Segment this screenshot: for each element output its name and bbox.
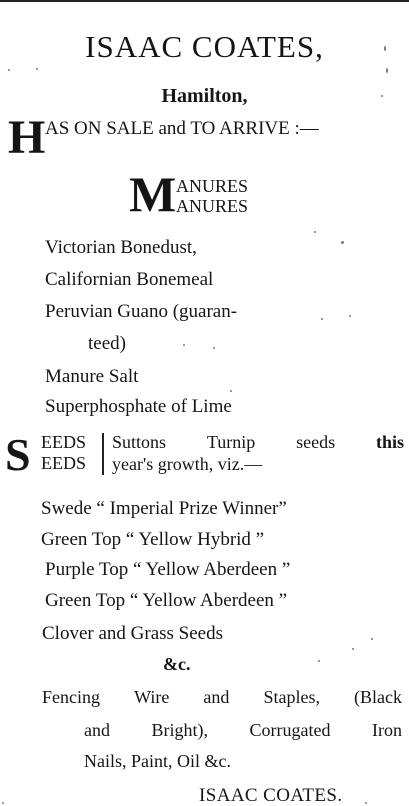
fencing-word: Iron <box>371 720 402 740</box>
fencing-line-2 <box>84 721 402 739</box>
seeds-heading-line-2: EEDS <box>41 453 86 473</box>
signature: ISAAC COATES. <box>199 785 343 806</box>
print-speck <box>318 660 320 662</box>
seeds-intro-line-1 <box>112 433 404 451</box>
seeds-intro-word: this <box>375 432 404 452</box>
seed-item-etc: &c. <box>163 654 191 674</box>
fencing-word: Staples, <box>263 687 320 707</box>
seeds-heading-line-1: EEDS <box>41 432 86 452</box>
seed-item: Purple Top “ Yellow Aberdeen ” <box>45 559 291 580</box>
manure-item: Manure Salt <box>45 366 139 387</box>
seeds-intro-word: seeds <box>296 432 336 452</box>
print-speck <box>213 347 215 349</box>
print-speck <box>381 95 383 97</box>
print-speck <box>36 68 38 70</box>
manure-item: Superphosphate of Lime <box>45 396 232 417</box>
print-speck <box>349 315 351 317</box>
seeds-initial: S <box>5 429 31 480</box>
seed-item: Green Top “ Yellow Aberdeen ” <box>45 590 288 611</box>
fencing-word: Fencing <box>42 687 100 707</box>
seeds-intro-word: Suttons <box>112 432 167 452</box>
seed-item: Clover and Grass Seeds <box>42 623 223 644</box>
headline-initial: H <box>8 111 46 164</box>
manures-heading-line-2: ANURES <box>176 196 249 216</box>
top-rule <box>0 0 409 2</box>
seed-item: Green Top “ Yellow Hybrid ” <box>41 529 265 550</box>
seeds-intro-word: Turnip <box>206 432 256 452</box>
manures-initial: M <box>129 166 177 222</box>
fencing-line-1 <box>42 688 402 706</box>
town-name: Hamilton, <box>161 85 248 107</box>
print-speck <box>2 802 4 804</box>
print-speck <box>386 68 388 73</box>
print-speck <box>230 390 232 392</box>
fencing-word: Bright), <box>151 720 208 740</box>
manure-item: Californian Bonemeal <box>45 269 214 290</box>
fencing-word: and <box>84 720 110 740</box>
fencing-word: (Black <box>354 687 402 707</box>
seed-item: Swede “ Imperial Prize Winner” <box>41 498 287 519</box>
headline-text: AS ON SALE and TO ARRIVE :— <box>45 118 319 139</box>
print-speck <box>371 638 373 640</box>
seeds-divider <box>102 433 104 475</box>
fencing-line-3: Nails, Paint, Oil &c. <box>84 751 231 771</box>
print-speck <box>365 802 367 804</box>
print-speck <box>384 46 386 51</box>
merchant-name: ISAAC COATES, <box>85 29 324 64</box>
seeds-intro-line-2: year's growth, viz.— <box>112 454 263 474</box>
fencing-word: and <box>203 687 230 707</box>
print-speck <box>341 241 344 244</box>
manure-item: Victorian Bonedust, <box>45 237 197 258</box>
print-speck <box>352 648 354 650</box>
print-speck <box>321 318 323 320</box>
fencing-word: Wire <box>134 687 170 707</box>
fencing-word: Corrugated <box>249 720 331 740</box>
manure-item-continuation: teed) <box>88 333 126 354</box>
print-speck <box>314 231 316 233</box>
manure-item: Peruvian Guano (guaran- <box>45 301 238 322</box>
manures-heading-line-1: ANURES <box>176 176 249 196</box>
print-speck <box>8 69 10 71</box>
print-speck <box>183 344 185 346</box>
